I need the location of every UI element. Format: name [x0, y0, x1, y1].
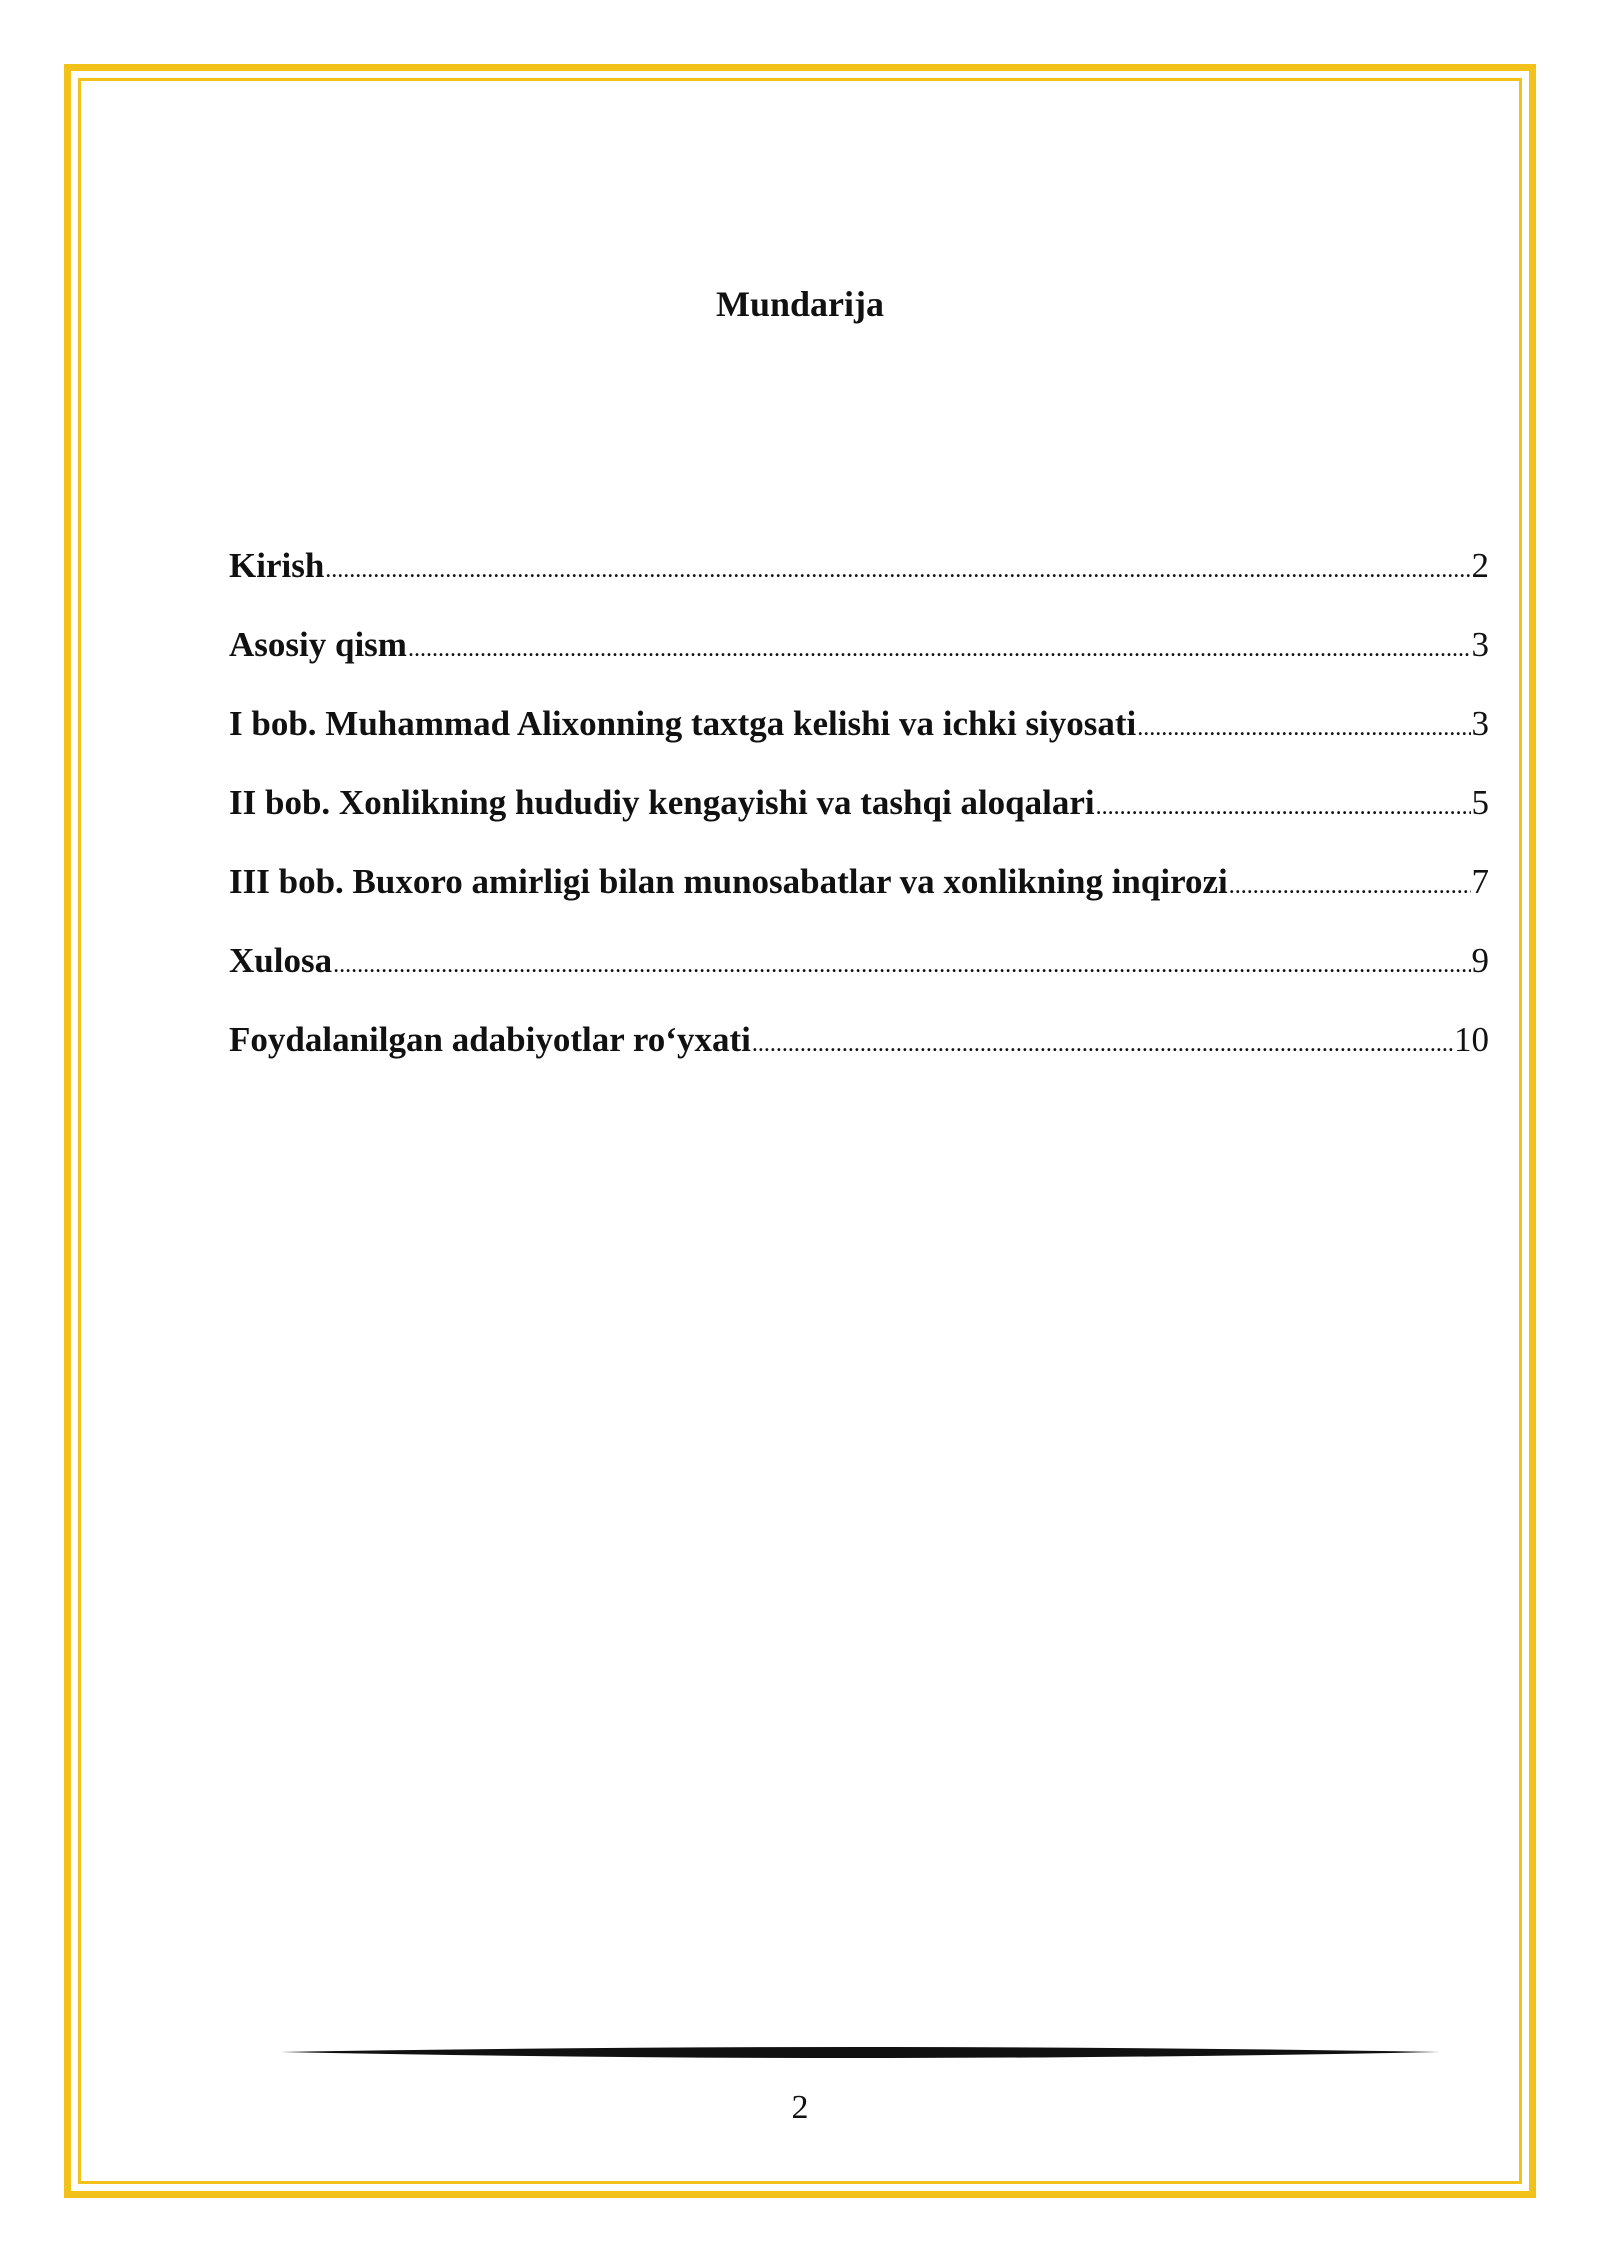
toc-item[interactable] [229, 775, 1489, 854]
toc-dot-leader [1137, 700, 1470, 756]
toc-dot-leader [325, 542, 1470, 598]
toc-item-label: Foydalanilgan adabiyotlar ro‘yxati [229, 1020, 751, 1059]
toc-item[interactable] [229, 696, 1489, 775]
toc-item-label: Asosiy qism [229, 625, 407, 664]
page-title: Mundarija [715, 284, 884, 324]
toc-item[interactable] [229, 617, 1489, 696]
toc-item-page: 7 [1471, 862, 1489, 901]
toc-item[interactable] [229, 1012, 1489, 1091]
toc-item-label: I bob. Muhammad Alixonning taxtga kelishi va ichki siyosati [229, 704, 1137, 743]
page-border-inner [78, 78, 1522, 2184]
toc-item-label: Xulosa [229, 941, 333, 980]
toc-dot-leader [408, 621, 1471, 677]
toc-item-page: 3 [1471, 704, 1489, 743]
footer-divider-ornament [280, 2040, 1440, 2064]
toc-item-label: II bob. Xonlikning hududiy kengayishi va tashqi aloqalari [229, 783, 1095, 822]
toc-dot-leader [752, 1016, 1453, 1072]
toc-item-page: 3 [1471, 625, 1489, 664]
toc-item-label: III bob. Buxoro amirligi bilan munosabatlar va xonlikning inqirozi [229, 862, 1228, 901]
toc-item[interactable] [229, 854, 1489, 933]
toc-dot-leader [1229, 858, 1471, 914]
footer-divider-shape [280, 2047, 1440, 2058]
toc-dot-leader [333, 937, 1470, 993]
toc-item[interactable] [229, 538, 1489, 617]
page-number: 2 [791, 2089, 809, 2126]
toc-item-page: 2 [1471, 546, 1489, 585]
toc-item[interactable] [229, 933, 1489, 1012]
toc-item-page: 5 [1471, 783, 1489, 822]
toc-item-page: 9 [1471, 941, 1489, 980]
toc-dot-leader [1096, 779, 1471, 835]
toc-item-page: 10 [1454, 1020, 1489, 1059]
table-of-contents [229, 538, 1489, 1091]
toc-item-label: Kirish [229, 546, 325, 585]
